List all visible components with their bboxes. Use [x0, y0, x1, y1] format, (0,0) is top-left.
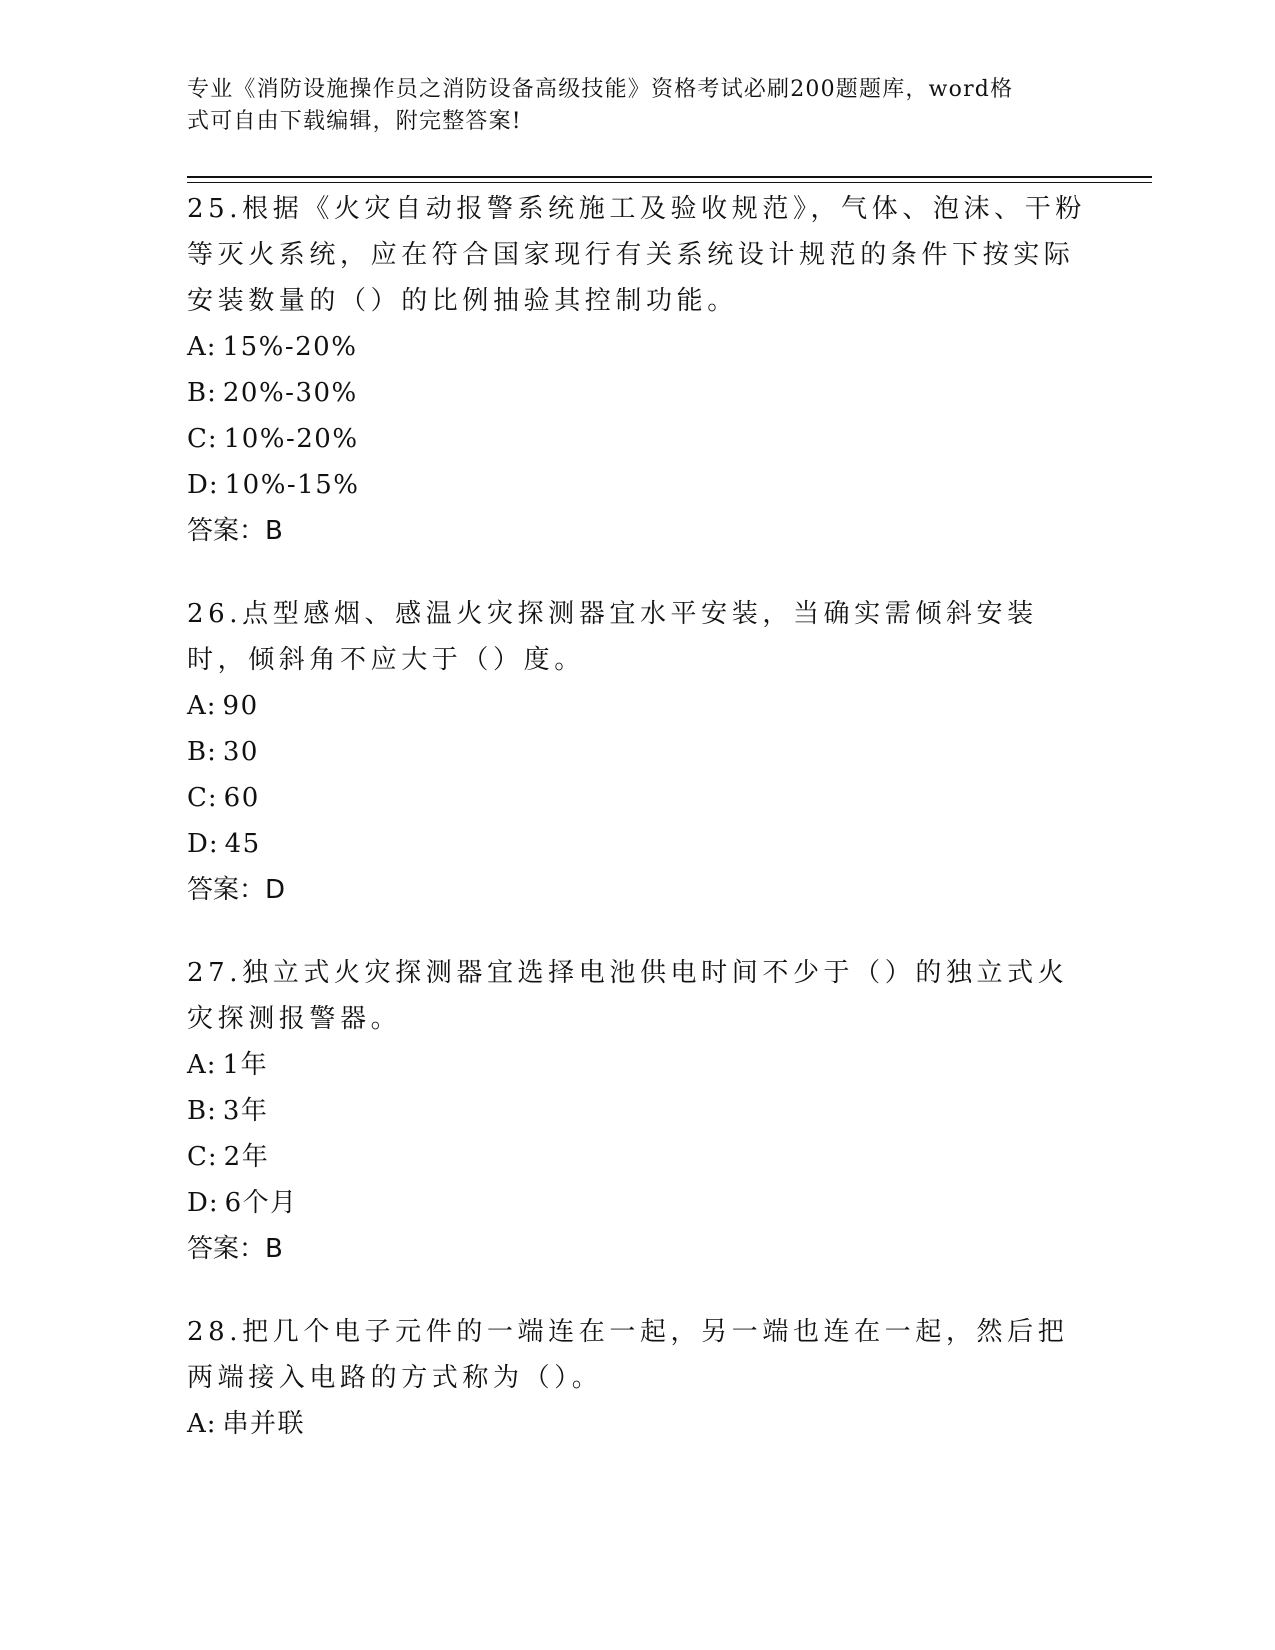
option-letter: C:	[187, 783, 218, 813]
question-stem: 28.把几个电子元件的一端连在一起，另一端也连在一起，然后把两端接入电路的方式称为（）。	[187, 1317, 1069, 1393]
option-text: 1年	[222, 1050, 269, 1080]
option-text: 20%-30%	[222, 378, 358, 408]
option-c	[187, 1134, 1087, 1180]
option-c	[187, 416, 1087, 462]
option-text: 6个月	[224, 1188, 298, 1218]
option-letter: A:	[187, 1409, 217, 1439]
option-text: 30	[222, 737, 259, 767]
option-b	[187, 729, 1087, 775]
option-letter: B:	[187, 1096, 217, 1126]
option-text: 90	[222, 691, 259, 721]
answer-line	[187, 867, 1087, 913]
option-a	[187, 1042, 1087, 1088]
option-letter: D:	[187, 470, 219, 500]
option-d	[187, 1180, 1087, 1226]
option-letter: A:	[187, 691, 217, 721]
question-stem: 27.独立式火灾探测器宜选择电池供电时间不少于（）的独立式火灾探测报警器。	[187, 958, 1069, 1034]
answer-label: 答案：	[187, 1234, 266, 1264]
answer-value: B	[265, 516, 283, 546]
option-text: 3年	[222, 1096, 269, 1126]
answer-line	[187, 1226, 1087, 1272]
question-list	[187, 186, 1087, 1484]
answer-value: D	[265, 875, 286, 905]
question-stem: 25.根据《火灾自动报警系统施工及验收规范》，气体、泡沫、干粉等灭火系统，应在符合国家现行有关系统设计规范的条件下按实际安装数量的（）的比例抽验其控制功能。	[187, 194, 1086, 316]
option-d	[187, 462, 1087, 508]
option-b	[187, 370, 1087, 416]
option-letter: B:	[187, 378, 217, 408]
option-letter: C:	[187, 1142, 218, 1172]
option-c	[187, 775, 1087, 821]
header-divider-thick	[187, 176, 1152, 178]
question-28	[187, 1309, 1087, 1447]
option-a	[187, 324, 1087, 370]
question-stem: 26.点型感烟、感温火灾探测器宜水平安装，当确实需倾斜安装时，倾斜角不应大于（）度。	[187, 599, 1038, 675]
option-text: 10%-15%	[224, 470, 360, 500]
option-text: 60	[223, 783, 260, 813]
option-letter: D:	[187, 829, 219, 859]
answer-label: 答案：	[187, 516, 266, 546]
option-letter: C:	[187, 424, 218, 454]
answer-label: 答案：	[187, 875, 266, 905]
answer-line	[187, 508, 1087, 554]
option-a	[187, 683, 1087, 729]
option-d	[187, 821, 1087, 867]
option-b	[187, 1088, 1087, 1134]
header-divider-thin	[187, 182, 1152, 183]
header-line-1: 专业《消防设施操作员之消防设备高级技能》资格考试必刷200题题库，word格	[187, 77, 1014, 102]
question-26	[187, 591, 1087, 913]
question-25	[187, 186, 1087, 554]
option-letter: B:	[187, 737, 217, 767]
document-header	[187, 74, 1077, 138]
option-letter: A:	[187, 332, 217, 362]
option-letter: A:	[187, 1050, 217, 1080]
option-text: 2年	[223, 1142, 270, 1172]
header-line-2: 式可自由下载编辑，附完整答案!	[187, 109, 522, 134]
option-letter: D:	[187, 1188, 219, 1218]
option-text: 45	[224, 829, 261, 859]
option-text: 串并联	[222, 1409, 306, 1439]
option-a	[187, 1401, 1087, 1447]
question-27	[187, 950, 1087, 1272]
option-text: 10%-20%	[223, 424, 359, 454]
answer-value: B	[265, 1234, 283, 1264]
option-text: 15%-20%	[222, 332, 358, 362]
